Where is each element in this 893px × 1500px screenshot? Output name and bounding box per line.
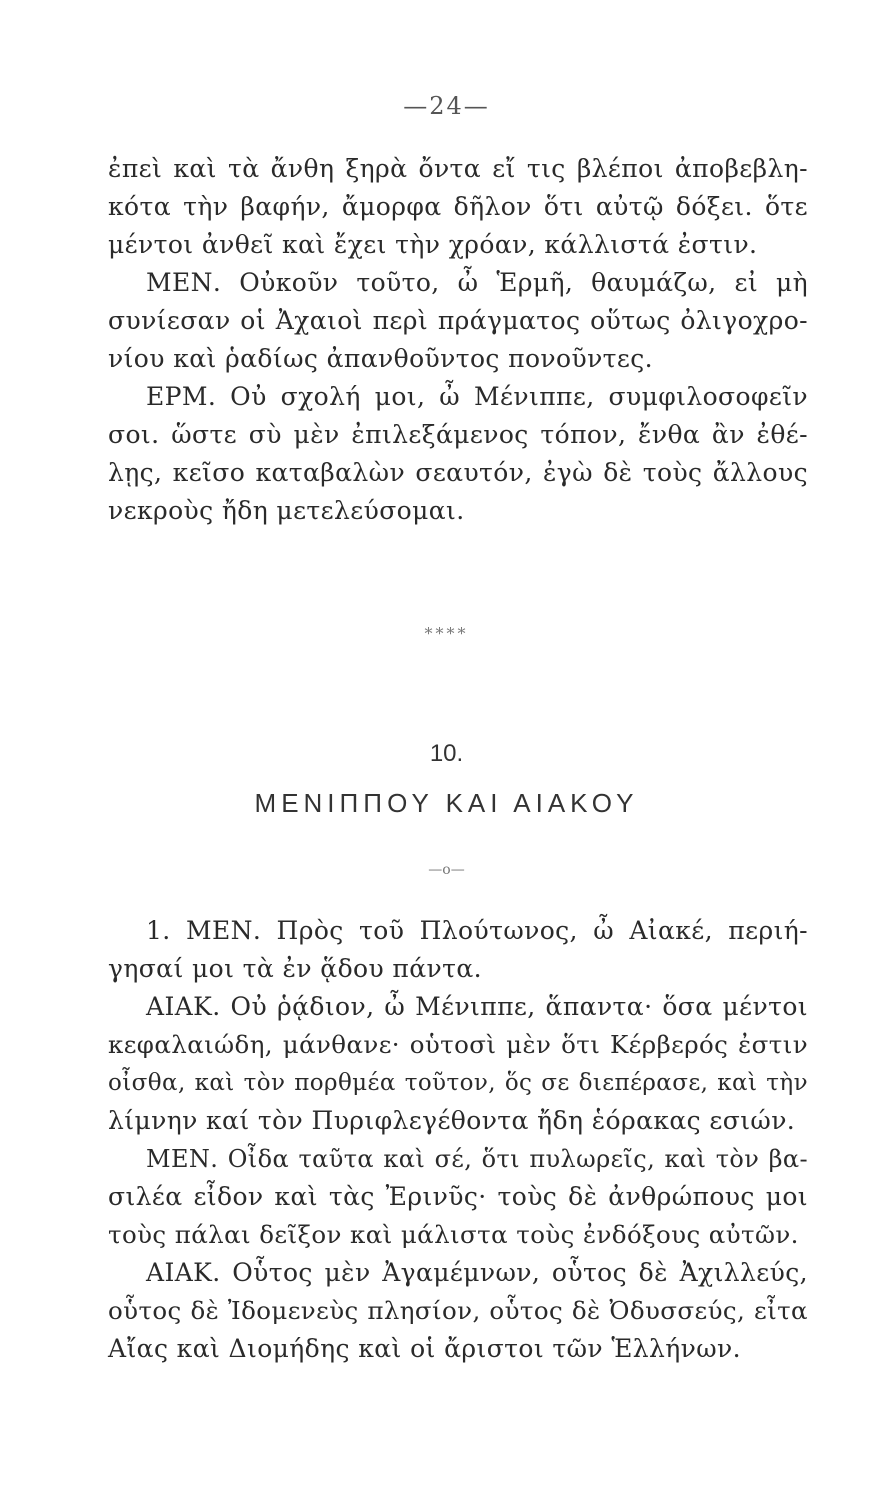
text-line: ΑΙΑΚ. Οὐ ῥᾴδιον, ὦ Μένιππε, ἅπαντα· ὅσα μέντοι (146, 992, 808, 1021)
text-line: 1. ΜΕΝ. Πρὸς τοῦ Πλούτωνος, ὦ Αἰακέ, περιή- (146, 916, 808, 945)
text-line: κότα τὴν βαφήν, ἄμορφα δῆλον ὅτι αὐτῷ δόξει. ὅτε (108, 192, 808, 221)
top-paragraph (108, 150, 808, 530)
text-line: κεφαλαιώδη, μάνθανε· οὑτοσὶ μὲν ὅτι Κέρβερός ἐστιν (108, 1030, 808, 1059)
title-ornament: —ο— (428, 862, 465, 878)
text-line: Αἴας καὶ Διομήδης καὶ οἱ ἄριστοι τῶν Ἑλλήνων. (108, 1334, 741, 1363)
section-separator: **** (424, 624, 469, 643)
text-line: γησαί μοι τὰ ἐν ᾅδου πάντα. (108, 954, 482, 983)
bottom-paragraph (108, 912, 808, 1368)
text-line: μέντοι ἀνθεῖ καὶ ἔχει τὴν χρόαν, κάλλιστά ἐστιν. (108, 230, 758, 259)
dialogue-title: ΜΕΝΙΠΠΟΥ ΚΑΙ ΑΙΑΚΟΥ (254, 788, 639, 818)
dialogue-number: 10. (429, 740, 464, 767)
text-line: λῃς, κεῖσο καταβαλὼν σεαυτόν, ἐγὼ δὲ τοὺς ἄλλους (108, 458, 808, 487)
text-line: σιλέα εἶδον καὶ τὰς Ἐρινῦς· τοὺς δὲ ἀνθρώπους μοι (108, 1182, 808, 1211)
text-line: νίου καὶ ῥαδίως ἀπανθοῦντος πονοῦντες. (108, 344, 653, 373)
text-line: ἐπεὶ καὶ τὰ ἄνθη ξηρὰ ὄντα εἴ τις βλέποι ἀποβεβλη- (108, 154, 808, 183)
text-line: ΑΙΑΚ. Οὗτος μὲν Ἀγαμέμνων, οὗτος δὲ Ἀχιλλεύς, (146, 1258, 808, 1287)
text-line: νεκροὺς ἤδη μετελεύσομαι. (108, 496, 465, 525)
text-line: συνίεσαν οἱ Ἀχαιοὶ περὶ πράγματος οὕτως ὀλιγοχρο- (108, 306, 808, 335)
text-line: τοὺς πάλαι δεῖξον καὶ μάλιστα τοὺς ἐνδόξους αὐτῶν. (108, 1220, 799, 1249)
text-line: λίμνην καί τὸν Πυριφλεγέθοντα ἤδη ἑόρακας εσιών. (108, 1106, 796, 1135)
text-line: οἶσθα, καὶ τὸν πορθμέα τοῦτον, ὅς σε διεπέρασε, καὶ τὴν (108, 1070, 808, 1096)
page-number: —24— (403, 92, 490, 120)
text-line: ΜΕΝ. Οὐκοῦν τοῦτο, ὦ Ἑρμῆ, θαυμάζω, εἰ μὴ (146, 268, 808, 297)
text-line: ΜΕΝ. Οἶδα ταῦτα καὶ σέ, ὅτι πυλωρεῖς, καὶ τὸν βα- (146, 1145, 808, 1173)
text-line: οὗτος δὲ Ἰδομενεὺς πλησίον, οὗτος δὲ Ὀδυσσεύς, εἶτα (108, 1296, 808, 1325)
text-line: ΕΡΜ. Οὐ σχολή μοι, ὦ Μένιππε, συμφιλοσοφεῖν (146, 382, 808, 411)
text-line: σοι. ὥστε σὺ μὲν ἐπιλεξάμενος τόπον, ἔνθα ἂν ἐθέ- (108, 420, 808, 449)
